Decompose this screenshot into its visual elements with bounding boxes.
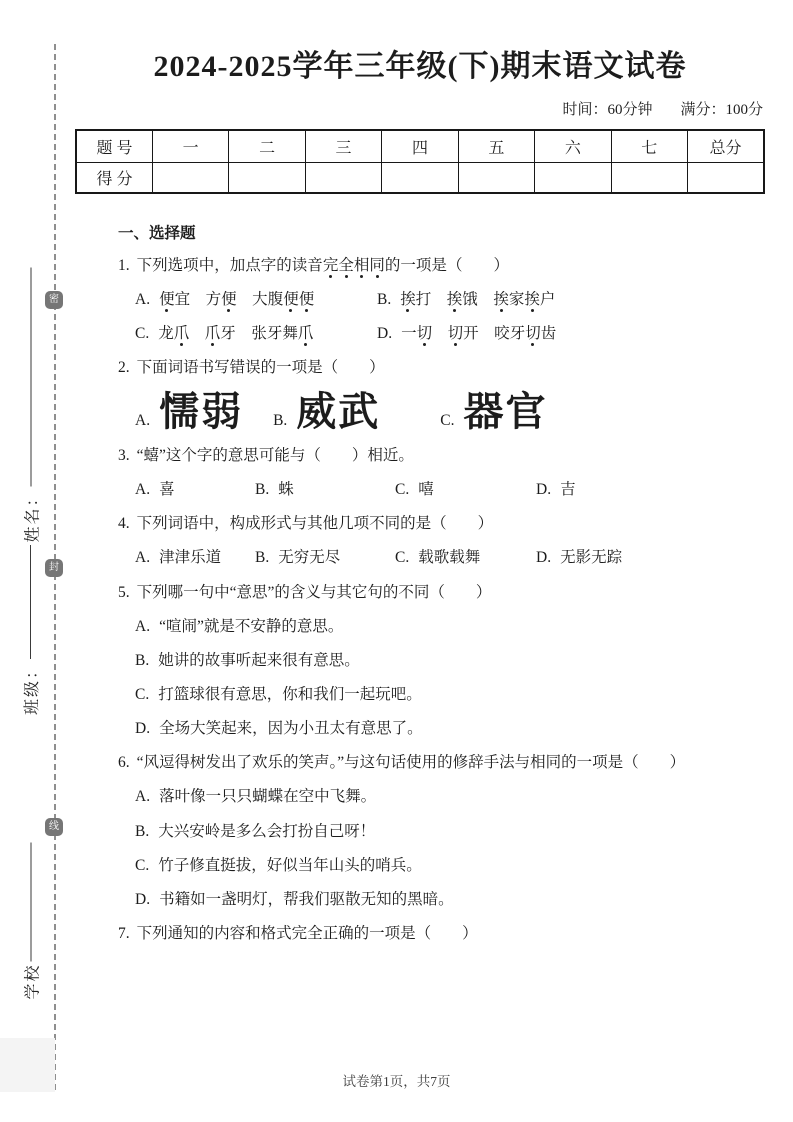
option-text: 吉 <box>560 481 576 499</box>
score-table-header-cell: 五 <box>458 130 534 163</box>
option-label: B. <box>255 549 270 567</box>
option-label: B. <box>135 651 150 669</box>
option <box>135 651 765 671</box>
option-label: C. <box>135 856 150 874</box>
dotted-char: 完 <box>322 256 339 274</box>
score-empty-cell <box>152 162 228 193</box>
name-field <box>17 268 45 543</box>
option-text <box>400 291 555 308</box>
char: 选 <box>167 256 184 274</box>
score-table-header-cell: 题 号 <box>76 130 152 163</box>
char <box>478 257 494 274</box>
option <box>377 290 765 310</box>
question <box>75 358 765 436</box>
char: 开 <box>463 324 479 342</box>
score-empty-cell <box>688 162 765 193</box>
section-heading: 一、选择题 <box>118 224 196 242</box>
question <box>75 446 765 500</box>
option-label: B. <box>273 412 288 430</box>
exam-content <box>75 48 765 957</box>
option-label: C. <box>395 481 410 499</box>
option <box>135 685 765 705</box>
char <box>236 325 252 342</box>
question-number: 6. <box>118 754 130 772</box>
name-field-label: 姓名： <box>24 488 41 543</box>
question-stem <box>75 583 765 603</box>
class-blank-line <box>30 545 31 659</box>
option-group <box>75 290 765 344</box>
option <box>440 389 548 436</box>
question <box>75 514 765 568</box>
dotted-char: 爪 <box>204 324 221 342</box>
option <box>135 719 765 739</box>
option-text: 无穷无尽 <box>278 549 341 567</box>
dotted-char: 挨 <box>446 290 463 308</box>
option-text: 打篮球很有意思，你和我们一起玩吧。 <box>158 686 422 704</box>
char: 户 <box>539 290 556 308</box>
score-table-header-cell: 二 <box>229 130 305 163</box>
dotted-char: 相 <box>353 256 370 274</box>
score-row-label: 得 分 <box>76 162 152 193</box>
dotted-char: 爪 <box>173 324 190 342</box>
option-label: A. <box>135 412 151 430</box>
option-label: A. <box>135 481 151 499</box>
option-group <box>75 787 765 910</box>
option <box>255 548 395 568</box>
char <box>432 325 448 342</box>
option-label: D. <box>377 324 393 342</box>
exam-time: 时间：60分钟 <box>562 101 653 118</box>
char: 齿 <box>540 324 557 342</box>
char <box>431 291 447 308</box>
char <box>189 325 205 342</box>
option-text: 喜 <box>159 481 175 499</box>
char: 项 <box>183 256 199 274</box>
dotted-char: 切 <box>416 324 433 342</box>
option-text <box>158 325 313 342</box>
char: 一 <box>401 324 417 342</box>
char <box>462 257 478 274</box>
option-label: D. <box>536 549 552 567</box>
char: 音 <box>307 256 323 274</box>
char: 大 <box>252 290 268 308</box>
option-text: 大兴安岭是多么会打扮自己呀！ <box>158 822 376 840</box>
option-label: D. <box>135 890 151 908</box>
option-text: 载歌载舞 <box>418 549 481 567</box>
score-table-header-cell: 六 <box>535 130 611 163</box>
option <box>395 480 536 500</box>
score-table-header-cell: 总分 <box>688 130 765 163</box>
question-stem-text: 下列词语中，构成形式与其他几项不同的是（ ） <box>136 515 494 533</box>
char: 字 <box>260 256 277 274</box>
question-number: 5. <box>118 583 130 601</box>
dotted-char: 便 <box>283 290 299 308</box>
option <box>135 822 765 842</box>
question-stem <box>75 358 765 378</box>
page-footer: 试卷第1页，共7页 <box>342 1074 451 1089</box>
option-text <box>159 291 314 308</box>
option <box>135 389 244 436</box>
option-label: A. <box>135 617 151 635</box>
option-label: C. <box>135 686 150 704</box>
option <box>135 324 377 344</box>
question-number: 4. <box>118 515 130 533</box>
option-text: 她讲的故事听起来很有意思。 <box>158 651 360 669</box>
option <box>135 548 255 568</box>
option-text: “喧闹”就是不安静的意思。 <box>159 617 344 635</box>
option-text: 懦弱 <box>159 389 244 436</box>
question-stem-text: 下面词语书写错误的一项是（ ） <box>136 358 385 376</box>
option-group <box>75 389 765 436</box>
question-list <box>75 256 765 945</box>
char: 是 <box>431 256 447 274</box>
char: 龙 <box>158 324 174 342</box>
question <box>75 924 765 944</box>
option-group <box>75 480 765 500</box>
score-table-header-cell: 三 <box>305 130 381 163</box>
char: 项 <box>415 256 432 274</box>
char: 牙 <box>266 324 283 342</box>
option-text: 书籍如一盏明灯，帮我们驱散无知的黑暗。 <box>159 890 454 908</box>
option-text: 落叶像一只只蝴蝶在空中飞舞。 <box>159 788 377 806</box>
char: 腹 <box>267 290 284 308</box>
option-text: 器官 <box>463 389 548 436</box>
dotted-char: 便 <box>298 290 315 308</box>
char: 牙 <box>220 324 236 342</box>
option-label: A. <box>135 549 151 567</box>
question <box>75 583 765 740</box>
question-number: 1. <box>118 256 130 274</box>
dotted-char: 便 <box>159 290 175 308</box>
class-field <box>16 545 44 715</box>
option <box>536 480 765 500</box>
question-stem-text: 下列通知的内容和格式完全正确的一项是（ ） <box>136 925 478 943</box>
score-table-header-cell: 一 <box>152 130 228 163</box>
char: 读 <box>291 256 308 274</box>
char: 方 <box>205 290 222 308</box>
question <box>75 256 765 344</box>
char: 舞 <box>282 324 298 342</box>
name-blank-line <box>30 268 31 487</box>
char: 下 <box>136 256 153 274</box>
question <box>75 753 765 910</box>
score-empty-cell <box>611 162 687 193</box>
school-field <box>17 843 45 1000</box>
question-stem-text: 下列哪一句中“意思”的含义与其它句的不同（ ） <box>136 583 492 601</box>
char: 中 <box>198 256 215 274</box>
option <box>536 548 765 568</box>
option <box>135 890 765 910</box>
question-number: 7. <box>118 925 130 943</box>
option <box>135 290 377 310</box>
question-stem <box>75 753 765 773</box>
option-label: A. <box>135 290 151 308</box>
option-label: B. <box>377 290 392 308</box>
char: 点 <box>245 256 261 274</box>
school-blank-line <box>30 843 31 962</box>
char <box>479 325 495 342</box>
option-text <box>401 325 556 342</box>
score-empty-cell <box>458 162 534 193</box>
option-label: C. <box>395 549 410 567</box>
dotted-char: 全 <box>338 256 354 274</box>
char: 家 <box>508 290 525 308</box>
dotted-char: 切 <box>447 324 464 342</box>
question-number: 3. <box>118 447 130 465</box>
question-stem-text: “蟢”这个字的意思可能与（ ）相近。 <box>136 447 414 465</box>
option-text: 无影无踪 <box>560 549 623 567</box>
class-field-label: 班级： <box>23 660 41 715</box>
char: 的 <box>276 256 292 274</box>
char: ） <box>493 256 509 274</box>
option <box>135 617 765 637</box>
option-text: 全场大笑起来，因为小丑太有意思了。 <box>159 720 423 738</box>
question-stem <box>75 924 765 944</box>
option <box>255 480 395 500</box>
score-empty-cell <box>305 162 381 193</box>
char <box>190 291 206 308</box>
question-stem-text <box>137 257 509 274</box>
option <box>135 856 765 876</box>
score-empty-cell <box>382 162 458 193</box>
question-stem-text: “风逗得树发出了欢乐的笑声。”与这句话使用的修辞手法与相同的一项是（ ） <box>136 754 686 772</box>
char: ， <box>214 256 230 274</box>
option-group <box>75 548 765 568</box>
char: 咬 <box>494 324 510 342</box>
dotted-char: 挨 <box>524 290 540 308</box>
score-table <box>75 129 765 194</box>
exam-full-score: 满分：100分 <box>680 101 763 118</box>
char: 饿 <box>462 290 478 308</box>
question-stem <box>75 514 765 534</box>
char: 列 <box>152 256 168 274</box>
option-text: 津津乐道 <box>159 549 222 567</box>
char: 加 <box>229 256 246 274</box>
char: 宜 <box>174 290 191 308</box>
dotted-char: 挨 <box>493 290 509 308</box>
option-text: 竹子修直挺拔，好似当年山头的哨兵。 <box>158 856 422 874</box>
exam-meta <box>75 98 763 119</box>
seal-stamp-mi: 密 <box>45 291 63 309</box>
option <box>377 324 765 344</box>
char: 牙 <box>509 324 526 342</box>
question-stem <box>75 256 765 276</box>
option-label: D. <box>536 481 552 499</box>
score-empty-cell <box>229 162 305 193</box>
char: 的 <box>384 256 401 274</box>
option-label: B. <box>135 822 150 840</box>
seal-stamp-feng: 封 <box>45 559 63 577</box>
option-label: A. <box>135 788 151 806</box>
option <box>135 787 765 807</box>
option <box>273 389 381 436</box>
school-field-label: 学校 <box>24 963 41 1000</box>
char <box>478 291 494 308</box>
option-text: 威武 <box>296 389 381 436</box>
option-label: B. <box>255 481 270 499</box>
option-label: C. <box>135 324 150 342</box>
dotted-char: 切 <box>525 324 541 342</box>
dotted-char: 爪 <box>297 324 314 342</box>
char <box>237 291 253 308</box>
option-text: 蛛 <box>278 481 294 499</box>
option-text: 嘻 <box>418 481 434 499</box>
score-empty-cell <box>535 162 611 193</box>
option <box>395 548 536 568</box>
option-label: C. <box>440 412 455 430</box>
dotted-char: 便 <box>221 290 237 308</box>
option-label: D. <box>135 720 151 738</box>
dotted-char: 同 <box>369 256 385 274</box>
score-table-header-cell: 四 <box>382 130 458 163</box>
page-title: 2024-2025学年三年级(下)期末语文试卷 <box>153 50 687 83</box>
option-group <box>75 617 765 740</box>
char: 张 <box>251 324 267 342</box>
char: 打 <box>415 290 432 308</box>
seal-stamp-xian: 线 <box>45 818 63 836</box>
char: 一 <box>400 256 416 274</box>
dotted-char: 挨 <box>400 290 416 308</box>
score-table-header-cell: 七 <box>611 130 687 163</box>
question-stem <box>75 446 765 466</box>
question-number: 2. <box>118 358 130 376</box>
char: （ <box>446 256 463 274</box>
option <box>135 480 255 500</box>
